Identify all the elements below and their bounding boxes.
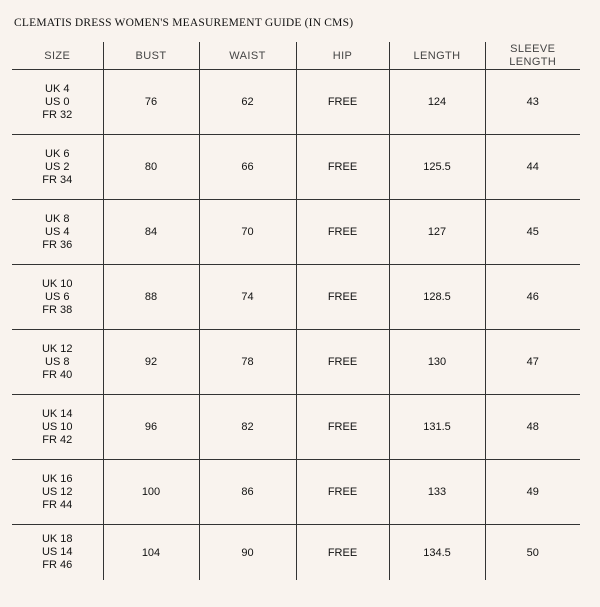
table-row — [12, 200, 580, 265]
size-fr: FR 44 — [42, 498, 73, 511]
size-uk: UK 8 — [45, 212, 70, 225]
column-header-sleeve-length-line-2: LENGTH — [509, 55, 557, 68]
size-fr: FR 32 — [42, 108, 73, 121]
column-header-size: SIZE — [12, 42, 103, 70]
hip-cell: FREE — [296, 395, 389, 460]
size-us: US 0 — [45, 95, 70, 108]
waist-cell: 70 — [199, 200, 296, 265]
size-cell — [12, 460, 103, 525]
column-header-bust: BUST — [103, 42, 199, 70]
size-uk: UK 18 — [41, 533, 73, 545]
table-row — [12, 265, 580, 330]
size-cell — [12, 70, 103, 135]
length-cell: 127 — [389, 200, 485, 265]
size-uk: UK 6 — [45, 147, 70, 160]
table-row — [12, 330, 580, 395]
waist-cell: 66 — [199, 135, 296, 200]
column-header-sleeve-length — [485, 42, 580, 70]
waist-cell: 78 — [199, 330, 296, 395]
size-uk: UK 12 — [41, 342, 73, 355]
size-cell — [12, 200, 103, 265]
size-fr: FR 34 — [42, 173, 73, 186]
page-title: CLEMATIS DRESS WOMEN'S MEASUREMENT GUIDE (IN CMS) — [14, 17, 354, 29]
size-us: US 4 — [45, 225, 70, 238]
length-cell: 128.5 — [389, 265, 485, 330]
hip-cell: FREE — [296, 525, 389, 581]
bust-cell: 100 — [103, 460, 199, 525]
size-uk: UK 10 — [41, 277, 73, 290]
waist-cell: 74 — [199, 265, 296, 330]
size-uk: UK 4 — [45, 82, 70, 95]
hip-cell: FREE — [296, 200, 389, 265]
size-cell — [12, 135, 103, 200]
bust-cell: 92 — [103, 330, 199, 395]
waist-cell: 90 — [199, 525, 296, 581]
table-row — [12, 395, 580, 460]
size-fr: FR 46 — [42, 559, 73, 571]
size-cell — [12, 330, 103, 395]
sleeve-length-cell: 47 — [485, 330, 580, 395]
size-fr: FR 40 — [42, 368, 73, 381]
size-us: US 6 — [45, 290, 70, 303]
length-cell: 133 — [389, 460, 485, 525]
measurement-table — [12, 42, 580, 580]
waist-cell: 62 — [199, 70, 296, 135]
sleeve-length-cell: 48 — [485, 395, 580, 460]
size-us: US 2 — [45, 160, 70, 173]
sleeve-length-cell: 49 — [485, 460, 580, 525]
bust-cell: 104 — [103, 525, 199, 581]
size-us: US 14 — [41, 546, 73, 558]
length-cell: 130 — [389, 330, 485, 395]
sleeve-length-cell: 46 — [485, 265, 580, 330]
hip-cell: FREE — [296, 265, 389, 330]
table-row — [12, 70, 580, 135]
column-header-sleeve-length-line-1: SLEEVE — [510, 42, 556, 55]
column-header-hip: HIP — [296, 42, 389, 70]
waist-cell: 86 — [199, 460, 296, 525]
sleeve-length-cell: 50 — [526, 546, 539, 559]
sleeve-length-cell: 44 — [485, 135, 580, 200]
size-fr: FR 42 — [42, 433, 73, 446]
bust-cell: 88 — [103, 265, 199, 330]
length-cell: 134.5 — [389, 525, 485, 581]
column-header-waist: WAIST — [199, 42, 296, 70]
size-uk: UK 16 — [41, 472, 73, 485]
bust-cell: 96 — [103, 395, 199, 460]
size-us: US 8 — [45, 355, 70, 368]
length-cell: 125.5 — [389, 135, 485, 200]
bust-cell: 80 — [103, 135, 199, 200]
size-fr: FR 38 — [42, 303, 73, 316]
length-cell: 131.5 — [389, 395, 485, 460]
size-uk: UK 14 — [41, 407, 73, 420]
size-cell — [12, 525, 103, 581]
table-header-row — [12, 42, 580, 70]
size-us: US 10 — [41, 420, 73, 433]
waist-cell: 82 — [199, 395, 296, 460]
hip-cell: FREE — [296, 330, 389, 395]
hip-cell: FREE — [296, 70, 389, 135]
column-header-length: LENGTH — [389, 42, 485, 70]
sleeve-length-cell: 43 — [485, 70, 580, 135]
table-row — [12, 460, 580, 525]
size-cell — [12, 265, 103, 330]
size-fr: FR 36 — [42, 238, 73, 251]
sleeve-length-cell: 45 — [485, 200, 580, 265]
table-row — [12, 525, 580, 581]
table-row — [12, 135, 580, 200]
length-cell: 124 — [389, 70, 485, 135]
hip-cell: FREE — [296, 460, 389, 525]
size-us: US 12 — [41, 485, 73, 498]
hip-cell: FREE — [296, 135, 389, 200]
bust-cell: 84 — [103, 200, 199, 265]
size-cell — [12, 395, 103, 460]
bust-cell: 76 — [103, 70, 199, 135]
